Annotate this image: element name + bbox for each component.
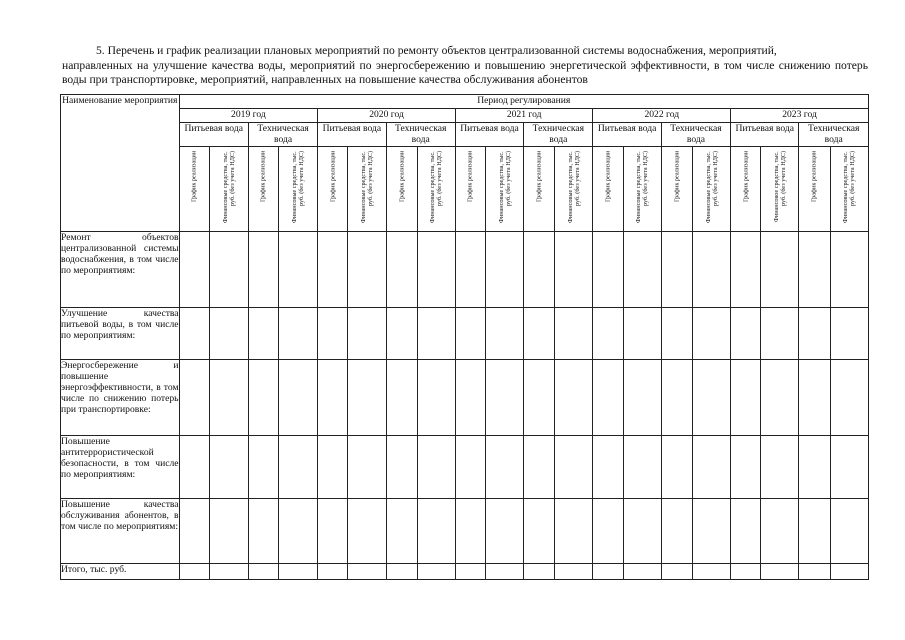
value-cell[interactable]: [248, 360, 278, 436]
value-cell[interactable]: [830, 564, 868, 580]
technical-water-header: Техническая вода: [661, 123, 730, 147]
value-cell[interactable]: [318, 499, 348, 564]
value-cell[interactable]: [209, 436, 248, 499]
value-cell[interactable]: [279, 308, 318, 360]
value-cell[interactable]: [179, 564, 209, 580]
value-cell[interactable]: [799, 436, 830, 499]
value-cell[interactable]: [279, 232, 318, 308]
funds-subheader: [417, 147, 455, 232]
value-cell[interactable]: [799, 308, 830, 360]
value-cell[interactable]: [248, 436, 278, 499]
technical-water-header: Техническая вода: [799, 123, 869, 147]
value-cell[interactable]: [248, 308, 278, 360]
value-cell[interactable]: [661, 499, 692, 564]
value-cell[interactable]: [692, 499, 730, 564]
value-cell[interactable]: [348, 232, 386, 308]
measure-name-cell: Ремонт объектов централизованной системы водоснабжения, в том числе по мероприятиям:: [61, 232, 180, 308]
technical-water-header: Техническая вода: [524, 123, 593, 147]
drinking-water-header: Питьевая вода: [731, 123, 799, 147]
value-cell[interactable]: [386, 499, 417, 564]
value-cell[interactable]: [593, 436, 623, 499]
value-cell[interactable]: [179, 436, 209, 499]
value-cell[interactable]: [209, 499, 248, 564]
header-row-period: [61, 95, 869, 109]
subheader-label: График реализации: [604, 151, 612, 203]
value-cell[interactable]: [348, 436, 386, 499]
subheader-label: Финансовые средства, тыс. руб. (без учета НДС): [359, 151, 374, 223]
value-cell[interactable]: [761, 360, 799, 436]
value-cell[interactable]: [179, 232, 209, 308]
value-cell[interactable]: [623, 232, 661, 308]
value-cell[interactable]: [799, 499, 830, 564]
drinking-water-header: Питьевая вода: [455, 123, 523, 147]
value-cell[interactable]: [623, 436, 661, 499]
subheader-label: График реализации: [466, 151, 474, 203]
value-cell[interactable]: [485, 436, 523, 499]
value-cell[interactable]: [555, 232, 593, 308]
drinking-water-header: Питьевая вода: [318, 123, 386, 147]
value-cell[interactable]: [455, 564, 485, 580]
value-cell[interactable]: [799, 564, 830, 580]
measure-row: [61, 232, 869, 308]
value-cell[interactable]: [318, 360, 348, 436]
value-cell[interactable]: [731, 232, 761, 308]
value-cell[interactable]: [417, 564, 455, 580]
value-cell[interactable]: [209, 308, 248, 360]
schedule-subheader: [318, 147, 348, 232]
value-cell[interactable]: [455, 232, 485, 308]
schedule-subheader: [593, 147, 623, 232]
value-cell[interactable]: [555, 436, 593, 499]
value-cell[interactable]: [209, 232, 248, 308]
plan-table: [60, 94, 869, 580]
value-cell[interactable]: [279, 360, 318, 436]
value-cell[interactable]: [386, 360, 417, 436]
subheader-label: Финансовые средства, тыс. руб. (без учета НДС): [842, 151, 857, 223]
value-cell[interactable]: [279, 436, 318, 499]
value-cell[interactable]: [555, 308, 593, 360]
subheader-label: График реализации: [259, 151, 267, 203]
value-cell[interactable]: [524, 308, 555, 360]
value-cell[interactable]: [692, 436, 730, 499]
value-cell[interactable]: [248, 499, 278, 564]
value-cell[interactable]: [279, 499, 318, 564]
schedule-subheader: [524, 147, 555, 232]
funds-subheader: [209, 147, 248, 232]
value-cell[interactable]: [593, 232, 623, 308]
funds-subheader: [692, 147, 730, 232]
measure-name-cell: Повышение качества обслуживания абонентов, в том числе по мероприятиям:: [61, 499, 180, 564]
subheader-label: Финансовые средства, тыс. руб. (без учета НДС): [566, 151, 581, 223]
funds-subheader: [555, 147, 593, 232]
value-cell[interactable]: [761, 308, 799, 360]
value-cell[interactable]: [830, 232, 868, 308]
value-cell[interactable]: [593, 564, 623, 580]
value-cell[interactable]: [455, 308, 485, 360]
value-cell[interactable]: [593, 499, 623, 564]
heading-line-rest: направленных на улучшение качества воды, мероприятий по энергосбережению и повышению энергетической эффективности, в том числе снижению потерь воды при транспортировке, мероприятий, направленных на повышение качества обслуживания абонентов: [62, 58, 868, 87]
value-cell[interactable]: [761, 564, 799, 580]
schedule-subheader: [731, 147, 761, 232]
subheader-label: Финансовые средства, тыс. руб. (без учета НДС): [291, 151, 306, 223]
value-cell[interactable]: [593, 308, 623, 360]
subheader-label: Финансовые средства, тыс. руб. (без учета НДС): [704, 151, 719, 223]
value-cell[interactable]: [485, 232, 523, 308]
subheader-label: График реализации: [535, 151, 543, 203]
value-cell[interactable]: [761, 232, 799, 308]
subheader-label: Финансовые средства, тыс. руб. (без учета НДС): [635, 151, 650, 223]
value-cell[interactable]: [555, 564, 593, 580]
value-cell[interactable]: [692, 232, 730, 308]
value-cell[interactable]: [455, 436, 485, 499]
measure-name-cell: Итого, тыс. руб.: [61, 564, 180, 580]
measure-row: [61, 499, 869, 564]
measure-row: [61, 564, 869, 580]
value-cell[interactable]: [179, 308, 209, 360]
value-cell[interactable]: [386, 436, 417, 499]
value-cell[interactable]: [279, 564, 318, 580]
technical-water-header: Техническая вода: [386, 123, 455, 147]
value-cell[interactable]: [555, 499, 593, 564]
subheader-label: График реализации: [398, 151, 406, 203]
value-cell[interactable]: [731, 499, 761, 564]
subheader-label: График реализации: [190, 151, 198, 203]
technical-water-header: Техническая вода: [248, 123, 317, 147]
measure-name-cell: Повышение антитеррористической безопасности, в том числе по мероприятиям:: [61, 436, 180, 499]
measure-name-header: Наименование мероприятия: [61, 95, 180, 232]
value-cell[interactable]: [318, 232, 348, 308]
value-cell[interactable]: [830, 308, 868, 360]
schedule-subheader: [799, 147, 830, 232]
value-cell[interactable]: [455, 360, 485, 436]
value-cell[interactable]: [318, 308, 348, 360]
value-cell[interactable]: [692, 564, 730, 580]
measure-name-cell: Улучшение качества питьевой воды, в том числе по мероприятиям:: [61, 308, 180, 360]
value-cell[interactable]: [623, 360, 661, 436]
schedule-subheader: [661, 147, 692, 232]
value-cell[interactable]: [761, 436, 799, 499]
measure-row: [61, 436, 869, 499]
subheader-label: График реализации: [742, 151, 750, 203]
value-cell[interactable]: [731, 564, 761, 580]
value-cell[interactable]: [799, 232, 830, 308]
subheader-label: График реализации: [810, 151, 818, 203]
schedule-subheader: [455, 147, 485, 232]
year-header: 2021 год: [455, 108, 593, 123]
subheader-label: Финансовые средства, тыс. руб. (без учета НДС): [497, 151, 512, 223]
drinking-water-header: Питьевая вода: [593, 123, 661, 147]
value-cell[interactable]: [623, 308, 661, 360]
funds-subheader: [623, 147, 661, 232]
value-cell[interactable]: [348, 308, 386, 360]
funds-subheader: [485, 147, 523, 232]
value-cell[interactable]: [623, 564, 661, 580]
value-cell[interactable]: [318, 436, 348, 499]
value-cell[interactable]: [555, 360, 593, 436]
subheader-label: График реализации: [673, 151, 681, 203]
value-cell[interactable]: [731, 360, 761, 436]
year-header: 2023 год: [731, 108, 869, 123]
header-row-water-types: [61, 123, 869, 147]
value-cell[interactable]: [348, 564, 386, 580]
funds-subheader: [830, 147, 868, 232]
heading-line-1: 5. Перечень и график реализации плановых мероприятий по ремонту объектов централизованной системы водоснабжения, мероприятий,: [96, 44, 777, 57]
subheader-label: Финансовые средства, тыс. руб. (без учета НДС): [221, 151, 236, 223]
value-cell[interactable]: [455, 499, 485, 564]
schedule-subheader: [179, 147, 209, 232]
subheader-label: Финансовое средства, тыс. руб. (без учета НДС): [772, 151, 787, 222]
value-cell[interactable]: [386, 564, 417, 580]
value-cell[interactable]: [209, 564, 248, 580]
schedule-subheader: [386, 147, 417, 232]
period-header: Период регулирования: [179, 95, 868, 109]
value-cell[interactable]: [692, 360, 730, 436]
drinking-water-header: Питьевая вода: [179, 123, 248, 147]
value-cell[interactable]: [417, 308, 455, 360]
measure-row: [61, 360, 869, 436]
value-cell[interactable]: [248, 564, 278, 580]
value-cell[interactable]: [623, 499, 661, 564]
page-heading: [62, 44, 868, 88]
value-cell[interactable]: [761, 499, 799, 564]
funds-subheader: [348, 147, 386, 232]
value-cell[interactable]: [417, 232, 455, 308]
year-header: 2020 год: [318, 108, 456, 123]
value-cell[interactable]: [348, 360, 386, 436]
value-cell[interactable]: [209, 360, 248, 436]
value-cell[interactable]: [692, 308, 730, 360]
value-cell[interactable]: [417, 436, 455, 499]
value-cell[interactable]: [830, 436, 868, 499]
value-cell[interactable]: [830, 499, 868, 564]
funds-subheader: [279, 147, 318, 232]
value-cell[interactable]: [179, 499, 209, 564]
funds-subheader: [761, 147, 799, 232]
value-cell[interactable]: [485, 308, 523, 360]
value-cell[interactable]: [485, 360, 523, 436]
value-cell[interactable]: [524, 232, 555, 308]
value-cell[interactable]: [386, 232, 417, 308]
subheader-label: Финансовые средства, тыс. руб. (без учета НДС): [429, 151, 444, 223]
value-cell[interactable]: [318, 564, 348, 580]
value-cell[interactable]: [386, 308, 417, 360]
value-cell[interactable]: [661, 564, 692, 580]
value-cell[interactable]: [524, 499, 555, 564]
value-cell[interactable]: [248, 232, 278, 308]
value-cell[interactable]: [179, 360, 209, 436]
value-cell[interactable]: [661, 232, 692, 308]
measure-name-cell: Энергосбережение и повышение энергоэффективности, в том числе по снижению потерь при транспортировке:: [61, 360, 180, 436]
value-cell[interactable]: [417, 499, 455, 564]
value-cell[interactable]: [524, 564, 555, 580]
header-row-subcolumns: [61, 147, 869, 232]
value-cell[interactable]: [348, 499, 386, 564]
schedule-subheader: [248, 147, 278, 232]
header-row-years: [61, 108, 869, 123]
value-cell[interactable]: [485, 564, 523, 580]
measure-row: [61, 308, 869, 360]
year-header: 2019 год: [179, 108, 318, 123]
year-header: 2022 год: [593, 108, 731, 123]
value-cell[interactable]: [661, 436, 692, 499]
value-cell[interactable]: [830, 360, 868, 436]
value-cell[interactable]: [524, 360, 555, 436]
value-cell[interactable]: [417, 360, 455, 436]
value-cell[interactable]: [485, 499, 523, 564]
value-cell[interactable]: [593, 360, 623, 436]
value-cell[interactable]: [661, 308, 692, 360]
subheader-label: График реализации: [329, 151, 337, 203]
value-cell[interactable]: [731, 308, 761, 360]
value-cell[interactable]: [661, 360, 692, 436]
value-cell[interactable]: [799, 360, 830, 436]
value-cell[interactable]: [731, 436, 761, 499]
value-cell[interactable]: [524, 436, 555, 499]
